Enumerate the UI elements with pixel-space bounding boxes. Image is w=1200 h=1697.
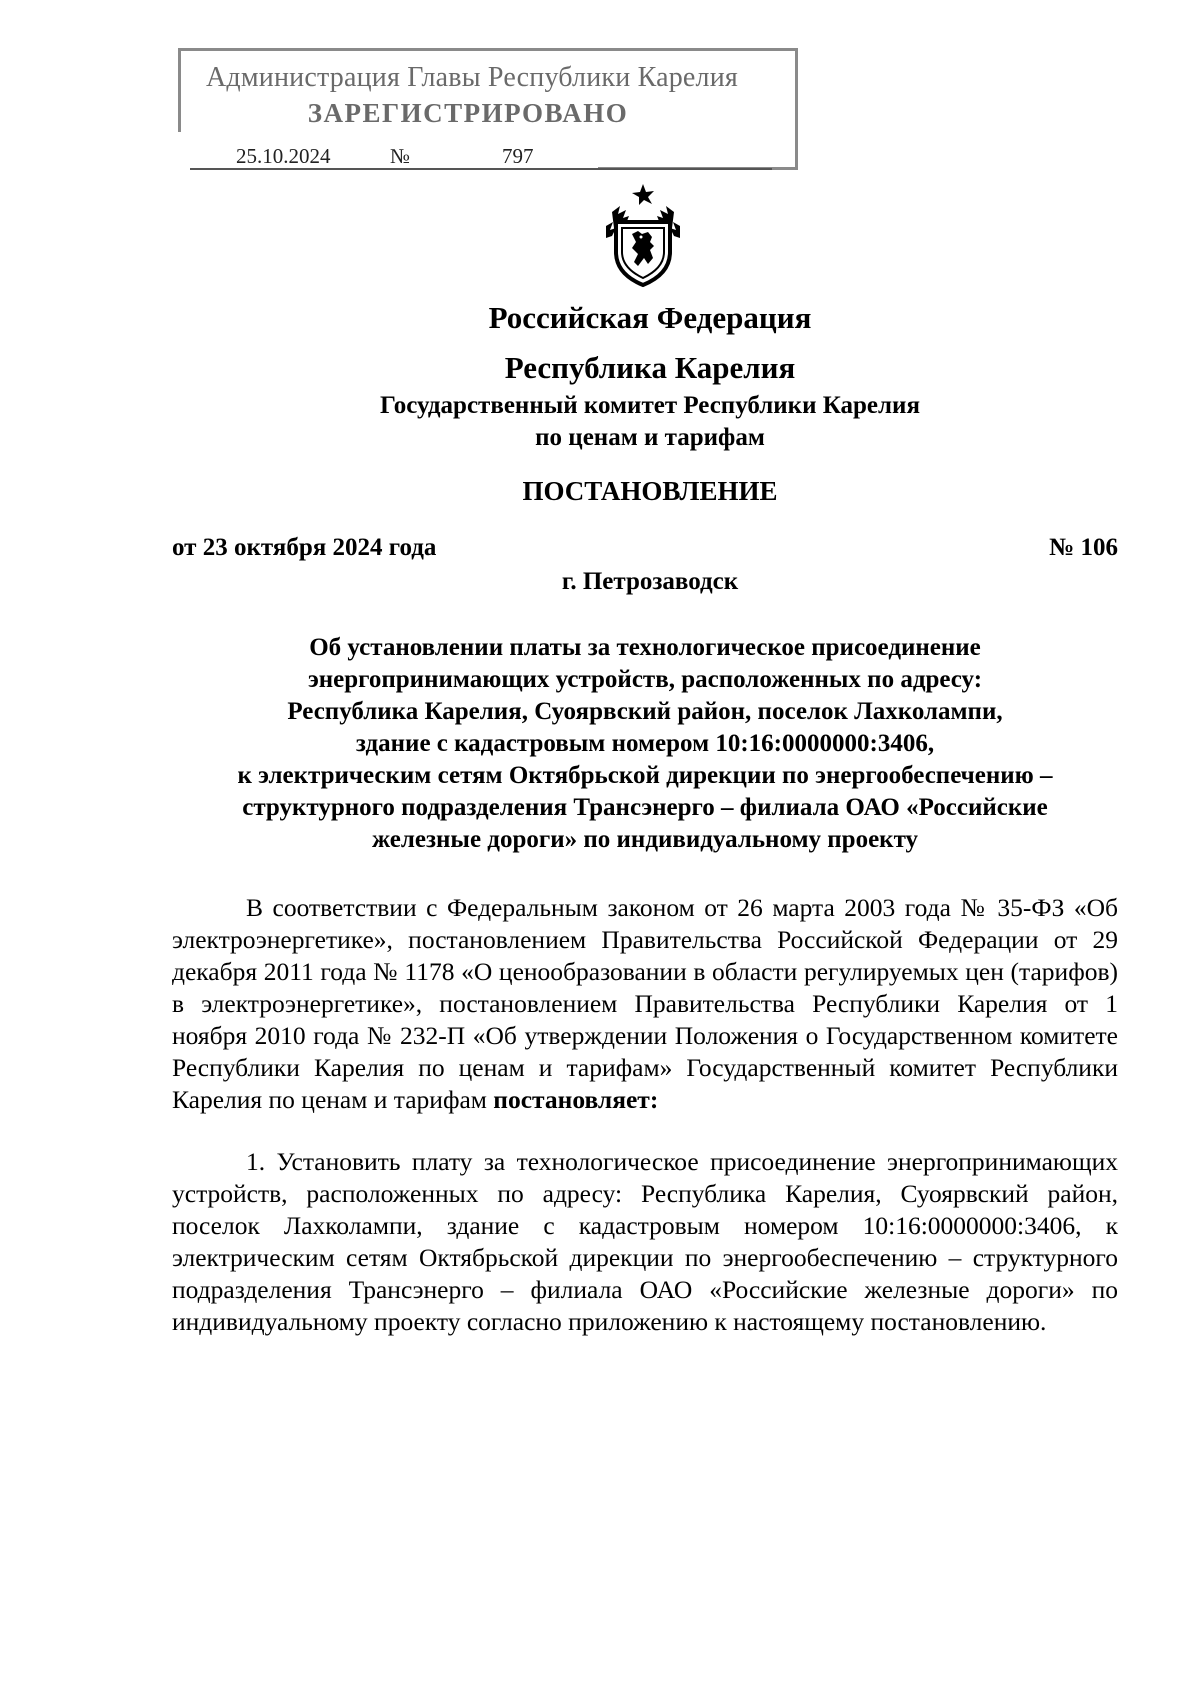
subject-line: Республика Карелия, Суоярвский район, поселок Лахколампи, xyxy=(287,698,1003,725)
document-date: от 23 октября 2024 года xyxy=(172,534,437,561)
committee-line-2: по ценам и тарифам xyxy=(535,424,765,451)
preamble-paragraph xyxy=(172,892,1118,1116)
subject-line: железные дороги» по индивидуальному проекту xyxy=(371,826,919,853)
republic-heading: Республика Карелия xyxy=(504,350,796,385)
subject-line: структурного подразделения Трансэнерго – филиала ОАО «Российские xyxy=(242,794,1048,821)
subject-line: Об установлении платы за технологическое присоединение xyxy=(309,634,981,661)
clause-1-paragraph xyxy=(172,1146,1118,1338)
country-heading: Российская Федерация xyxy=(488,300,812,335)
clause-1-text: 1. Установить плату за технологическое присоединение энергопринимающих устройств, расположенных по адресу: Республика Карелия, Суоярвский район, поселок Лахколампи, здание с кадастровым номером 10:16:0000000:3406, к электрическим сетям Октябрьской дирекции по энергообеспечению – структурного подразделения Трансэнерго – филиала ОАО «Российские железные дороги» по индивидуальному проекту согласно приложению к настоящему постановлению. xyxy=(172,1147,1118,1336)
document-subject xyxy=(172,632,1118,856)
resolves-keyword: постановляет: xyxy=(493,1085,659,1114)
committee-line-1: Государственный комитет Республики Карелия xyxy=(380,392,920,419)
stamp-frame-right xyxy=(795,48,798,170)
subject-line: энергопринимающих устройств, расположенных по адресу: xyxy=(307,666,983,693)
subject-line: к электрическим сетям Октябрьской дирекции по энергообеспечению – xyxy=(237,762,1053,789)
registration-stamp xyxy=(178,48,798,170)
stamp-number-label: № xyxy=(390,144,411,168)
stamp-registration-line xyxy=(190,144,772,170)
document-type: ПОСТАНОВЛЕНИЕ xyxy=(522,476,778,506)
stamp-frame-top xyxy=(178,48,798,51)
document-city: г. Петрозаводск xyxy=(561,568,739,595)
stamp-title: Администрация Главы Республики Карелия xyxy=(206,62,738,93)
subject-line: здание с кадастровым номером 10:16:0000000:3406, xyxy=(355,730,935,757)
document-number: № 106 xyxy=(1049,534,1118,561)
stamp-date: 25.10.2024 xyxy=(236,144,331,168)
stamp-number: 797 xyxy=(502,144,534,168)
stamp-status: ЗАРЕГИСТРИРОВАНО xyxy=(307,98,629,128)
preamble-text: В соответствии с Федеральным законом от 26 марта 2003 года № 35-ФЗ «Об электроэнергетике», постановлением Правительства Российской Федерации от 29 декабря 2011 года № 1178 «О ценообразовании в области регулируемых цен (тарифов) в электроэнергетике», постановлением Правительства Республики Карелия от 1 ноября 2010 года № 232-П «Об утверждении Положения о Государственном комитете Республики Карелия по ценам и тарифам» Государственный комитет Республики Карелия по ценам и тарифам xyxy=(172,893,1118,1114)
karelia-coat-of-arms-icon xyxy=(598,182,688,288)
committee-heading xyxy=(170,390,1130,454)
